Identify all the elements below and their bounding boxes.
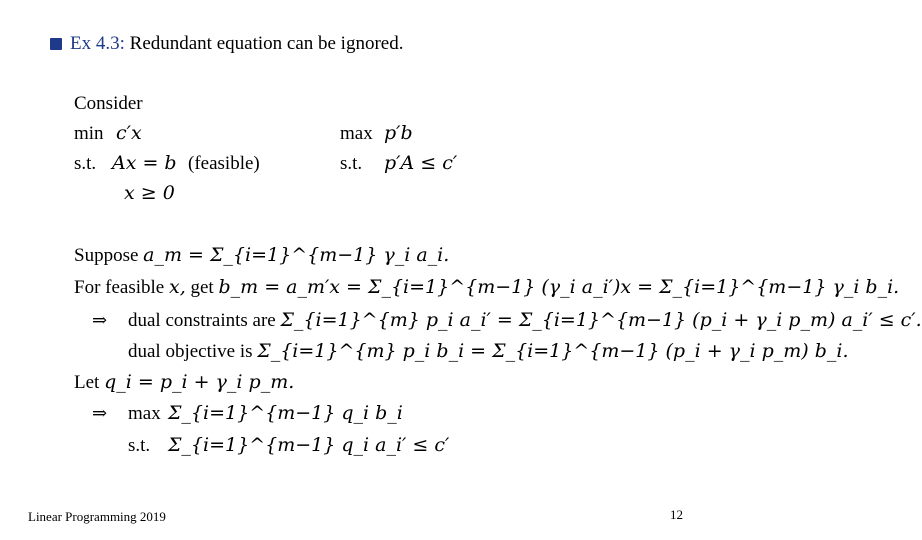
dual-constraint-1: p′A ≤ c′ [384, 152, 458, 174]
forfeasible-math: b_m = a_m′x = Σ_{i=1}^{m−1} (γ_i a_i′)x = Σ_{i=1}^{m−1} γ_i b_i. [218, 276, 900, 298]
bullet-box-icon [50, 38, 62, 50]
let-label: Let [74, 372, 100, 393]
forfeasible-line [74, 278, 899, 297]
dual-objective: p′b [384, 122, 413, 144]
dual-objective-line [128, 342, 849, 361]
primal-constraint-2: x ≥ 0 [124, 182, 175, 204]
dual-constraints-line [128, 311, 922, 330]
dual-max-label: max [340, 123, 373, 144]
forfeasible-label: For feasible [74, 277, 165, 298]
dual-objective-math: Σ_{i=1}^{m} p_i b_i = Σ_{i=1}^{m−1} (p_i + γ_i p_m) b_i. [257, 340, 849, 362]
primal-constraint-1: Ax = b [112, 152, 177, 174]
title-lead: Ex 4.3: [70, 33, 125, 54]
final-st-label: s.t. [128, 435, 151, 456]
slide-title [50, 34, 403, 53]
footer-course: Linear Programming 2019 [28, 509, 166, 524]
dual-objective-label: dual objective is [128, 341, 253, 362]
feasible-note: (feasible) [188, 153, 260, 174]
title-rest: Redundant equation can be ignored. [124, 33, 404, 54]
implies-arrow-icon-2: ⇒ [92, 403, 108, 423]
final-objective: Σ_{i=1}^{m−1} q_i b_i [168, 402, 403, 424]
dual-constraints-math: Σ_{i=1}^{m} p_i a_i′ = Σ_{i=1}^{m−1} (p_i + γ_i p_m) a_i′ ≤ c′. [280, 309, 922, 331]
primal-st-label: s.t. [74, 153, 97, 174]
suppose-math: a_m = Σ_{i=1}^{m−1} γ_i a_i. [143, 244, 450, 266]
primal-objective: c′x [116, 122, 142, 144]
let-math: q_i = p_i + γ_i p_m. [104, 371, 295, 393]
page-number: 12 [670, 507, 683, 522]
final-max-label: max [128, 403, 161, 424]
implies-arrow-icon: ⇒ [92, 310, 108, 330]
suppose-line [74, 246, 449, 265]
forfeasible-x: x, [168, 276, 186, 298]
final-constraint: Σ_{i=1}^{m−1} q_i a_i′ ≤ c′ [168, 434, 450, 456]
suppose-label: Suppose [74, 245, 139, 266]
primal-min-label: min [74, 123, 104, 144]
dual-constraints-label: dual constraints are [128, 310, 276, 331]
let-line [74, 373, 294, 392]
forfeasible-get: get [190, 277, 214, 298]
consider-label: Consider [74, 93, 143, 114]
dual-st-label: s.t. [340, 153, 363, 174]
